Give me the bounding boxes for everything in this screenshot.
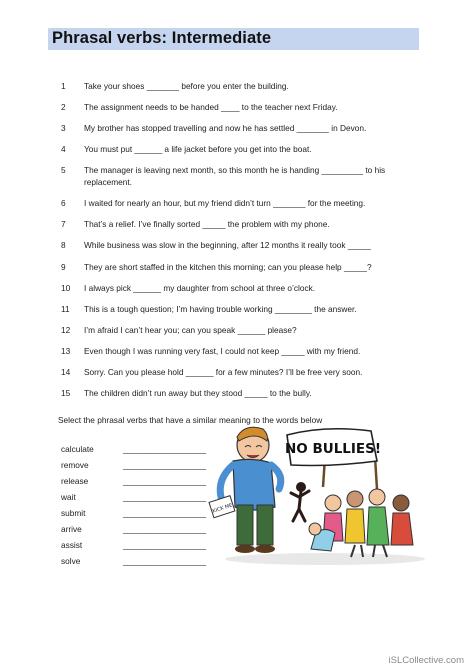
question-text: They are short staffed in the kitchen this morning; can you please help _____?	[84, 262, 372, 272]
answer-blank[interactable]: __________________	[123, 524, 207, 534]
footer-watermark: iSLCollective.com	[388, 655, 464, 666]
sign-text: NO BULLIES!	[284, 441, 382, 457]
question-number: 9	[61, 262, 66, 272]
question-number: 15	[61, 388, 71, 398]
question-number: 11	[61, 304, 70, 314]
word-item	[61, 556, 207, 566]
paper-text: KICK ME	[211, 502, 234, 515]
question-number: 8	[61, 240, 66, 250]
question-text: My brother has stopped travelling and now he has settled _______ in Devon.	[84, 123, 367, 133]
question-text: This is a tough question; I’m having trouble working ________ the answer.	[84, 304, 357, 314]
word-label: release	[61, 476, 89, 486]
question-text: The children didn’t run away but they stood _____ to the bully.	[84, 388, 312, 398]
question-number: 14	[61, 367, 71, 377]
question-number: 7	[61, 219, 66, 229]
word-label: submit	[61, 508, 86, 518]
question-number: 5	[61, 165, 66, 175]
question-number: 12	[61, 325, 71, 335]
answer-blank[interactable]: __________________	[123, 460, 207, 470]
question-text: Even though I was running very fast, I could not keep _____ with my friend.	[84, 346, 361, 356]
question-text: I’m afraid I can’t hear you; can you speak ______ please?	[84, 325, 297, 335]
answer-blank[interactable]: __________________	[123, 492, 207, 502]
question-text: I waited for nearly an hour, but my friend didn’t turn _______ for the meeting.	[84, 198, 366, 208]
ground-shadow	[225, 553, 425, 565]
word-label: arrive	[61, 524, 82, 534]
bullying-cartoon-illustration	[205, 417, 425, 567]
page-title: Phrasal verbs: Intermediate	[52, 29, 272, 47]
question-text: Sorry. Can you please hold ______ for a few minutes? I’ll be free very soon.	[84, 367, 363, 377]
word-label: calculate	[61, 444, 94, 454]
word-label: assist	[61, 540, 83, 550]
group-of-children	[309, 489, 413, 557]
word-item	[61, 460, 207, 470]
word-item	[61, 508, 207, 518]
question-text: The manager is leaving next month, so this month he is handing _________ to his replacement.	[84, 165, 386, 187]
question-number: 3	[61, 123, 66, 133]
question-number: 1	[61, 81, 66, 91]
question-text: While business was slow in the beginning, after 12 months it really took _____	[84, 240, 371, 250]
answer-blank[interactable]: __________________	[123, 444, 207, 454]
question-number: 4	[61, 144, 66, 154]
answer-blank[interactable]: __________________	[123, 476, 207, 486]
question-number: 10	[61, 283, 71, 293]
word-item	[61, 492, 207, 502]
word-item	[61, 540, 207, 550]
question-text: You must put ______ a life jacket before you get into the boat.	[84, 144, 312, 154]
question-text: Take your shoes _______ before you enter the building.	[84, 81, 289, 91]
answer-blank[interactable]: __________________	[123, 556, 207, 566]
question-text: I always pick ______ my daughter from school at three o’clock.	[84, 283, 316, 293]
no-bullies-sign	[285, 429, 381, 489]
word-label: wait	[61, 492, 76, 502]
question-text: That’s a relief. I’ve finally sorted _____ the problem with my phone.	[84, 219, 330, 229]
word-label: solve	[61, 556, 81, 566]
word-label: remove	[61, 460, 89, 470]
question-number: 2	[61, 102, 66, 112]
question-number: 13	[61, 346, 71, 356]
word-item	[61, 524, 207, 534]
small-dark-figure	[291, 482, 309, 521]
instructions: Select the phrasal verbs that have a similar meaning to the words below	[58, 415, 323, 425]
word-item	[61, 476, 207, 486]
crying-boy	[209, 427, 281, 553]
answer-blank[interactable]: __________________	[123, 508, 207, 518]
question-number: 6	[61, 198, 66, 208]
word-item	[61, 444, 207, 454]
question-text: The assignment needs to be handed ____ to the teacher next Friday.	[84, 102, 338, 112]
answer-blank[interactable]: __________________	[123, 540, 207, 550]
